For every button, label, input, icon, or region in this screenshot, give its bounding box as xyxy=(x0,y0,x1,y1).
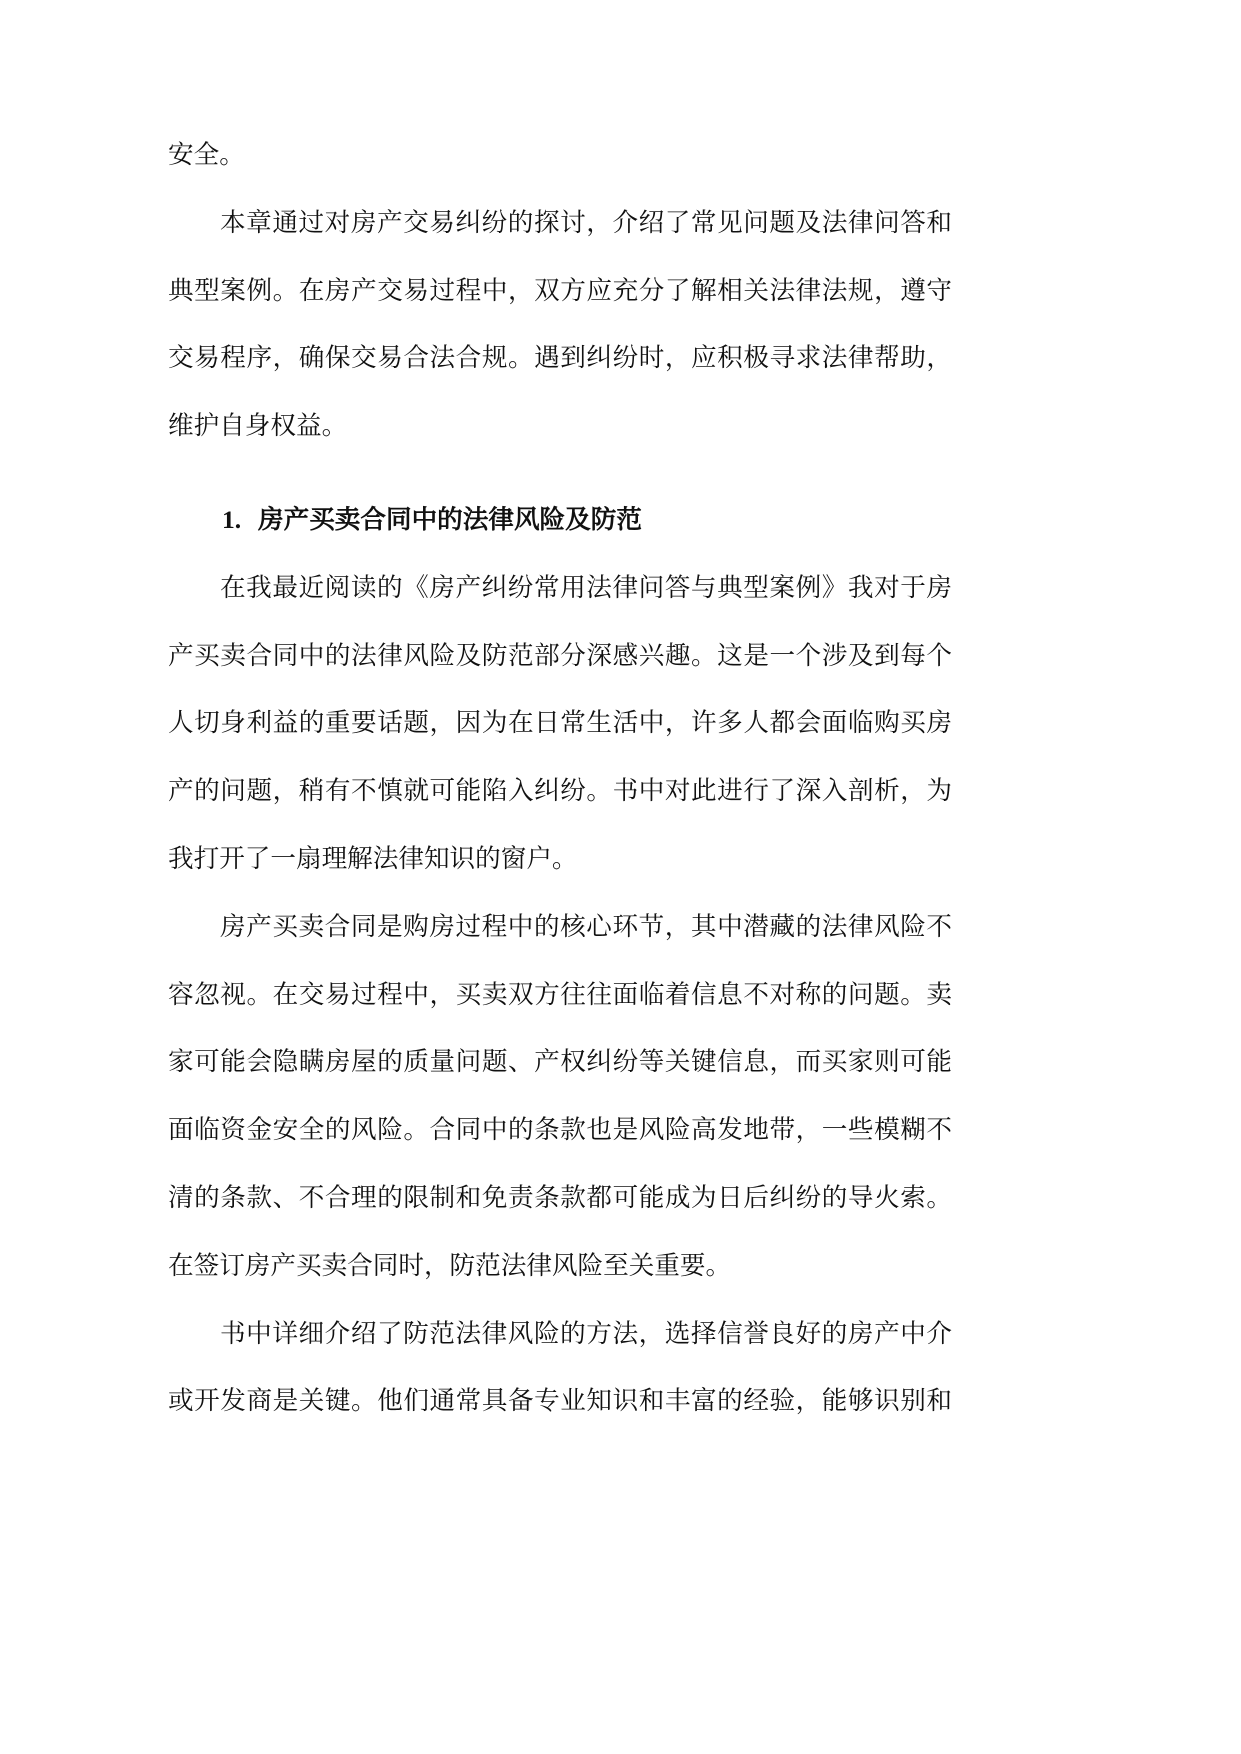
paragraph-line: 典型案例。在房产交易过程中，双方应充分了解相关法律法规，遵守 xyxy=(168,275,952,305)
paragraph-contract-risks xyxy=(168,893,952,1300)
paragraph-line: 我打开了一扇理解法律知识的窗户。 xyxy=(168,843,578,873)
paragraph-line: 清的条款、不合理的限制和免责条款都可能成为日后纠纷的导火索。 xyxy=(168,1182,952,1212)
paragraph-chapter-summary xyxy=(168,189,952,460)
paragraph-prevention-methods xyxy=(168,1300,952,1436)
paragraph-line: 本章通过对房产交易纠纷的探讨，介绍了常见问题及法律问答和 xyxy=(220,207,952,237)
paragraph-line: 产的问题，稍有不慎就可能陷入纠纷。书中对此进行了深入剖析，为 xyxy=(168,776,952,806)
section-heading xyxy=(168,486,952,554)
paragraph-line: 在签订房产买卖合同时，防范法律风险至关重要。 xyxy=(168,1250,732,1280)
section-number: 1. xyxy=(222,504,242,534)
paragraph-line: 安全。 xyxy=(168,140,245,169)
paragraph-line: 在我最近阅读的《房产纠纷常用法律问答与典型案例》我对于房 xyxy=(220,572,952,602)
paragraph-line: 维护自身权益。 xyxy=(168,411,348,441)
paragraph-line: 产买卖合同中的法律风险及防范部分深感兴趣。这是一个涉及到每个 xyxy=(168,640,952,670)
paragraph-line: 家可能会隐瞒房屋的质量问题、产权纠纷等关键信息，而买家则可能 xyxy=(168,1047,952,1077)
section-title: 房产买卖合同中的法律风险及防范 xyxy=(258,504,642,534)
paragraph-continuation xyxy=(168,121,952,189)
body-text xyxy=(168,121,952,1435)
paragraph-line: 人切身利益的重要话题，因为在日常生活中，许多人都会面临购买房 xyxy=(168,708,952,738)
paragraph-line: 面临资金安全的风险。合同中的条款也是风险高发地带，一些模糊不 xyxy=(168,1115,952,1145)
paragraph-reading-intro xyxy=(168,554,952,893)
paragraph-line: 或开发商是关键。他们通常具备专业知识和丰富的经验，能够识别和 xyxy=(168,1386,952,1416)
paragraph-line: 容忽视。在交易过程中，买卖双方往往面临着信息不对称的问题。卖 xyxy=(168,979,952,1009)
paragraph-line: 交易程序，确保交易合法合规。遇到纠纷时，应积极寻求法律帮助， xyxy=(168,343,952,373)
paragraph-line: 房产买卖合同是购房过程中的核心环节，其中潜藏的法律风险不 xyxy=(220,911,952,941)
paragraph-line: 书中详细介绍了防范法律风险的方法，选择信誉良好的房产中介 xyxy=(220,1318,952,1348)
